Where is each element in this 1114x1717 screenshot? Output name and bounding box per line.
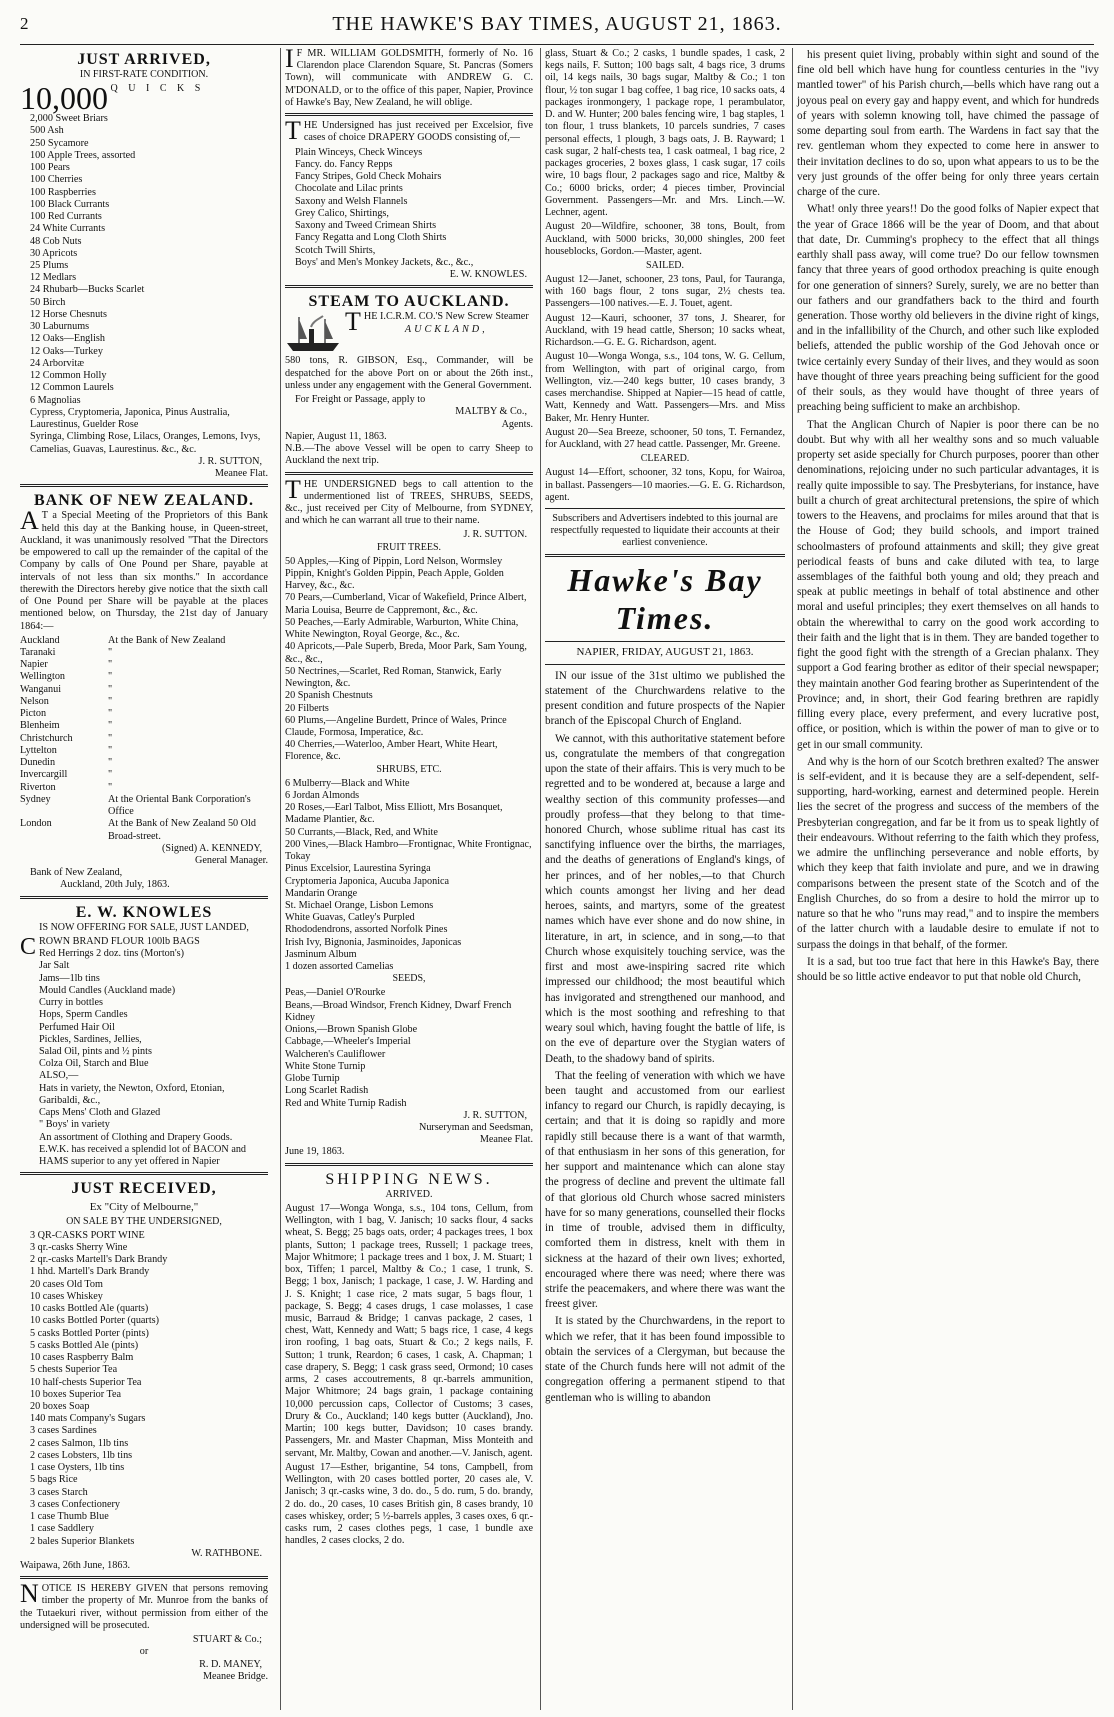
shipping-body: August 17—Wonga Wonga, s.s., 104 tons, Cellum, from Wellington, with 1 bag, V. Janisch; 10 sacks flour, 4 sacks wheat, S. Begg; 25 bags oats, order; 4 packages trees, 1 box plants, Sutton; 1 package trees, Russell; 1 package trees, Major Whitmore; 1 package trees and 1 box, J. M. Stuart; 1 box, Tiffen; 1 parcel, Maltby & Co.; 1 case, 1 trunk, S. Begg; 1 box, Janisch; 1 package, 1 case, J. W. Harding and J. S. Knight; 1 case rice, 2 mats sugar, 5 bags flour, 1 package, S. Begg; 4 cases drugs, 1 case molasses, 1 case music, Barraud & Bridge; 1 canvas package, 2 cases, 1 chest, Watt, Kennedy and Watt; 5 bags rice, 1 case, 4 kegs iron roofing, 1 bag oats, Stuart & Co.; 2 kegs nails, F. Sutton; 1 trunk, Reardon; 6 cases, 1 cask, A. Chapman; 1 case drapery, S. Begg; 1 cask grass seed, Ormond; 10 cases arms, 2 cases accoutrements, 8 qr.-barrels ammunition, Major Whitmore; 24 bags grain, 1 package containing 10,000 percussion caps, Collector of Customs; 3 cases, Drury & Co., Auckland; 140 kegs butter (Auckland), Jno. Martin; 100 kegs butter, Davidson; 10 cases brandy. Passengers, Mr. and Master Chapman, Miss Monteith and servant, Mr. Maltby, Cowan and another.—V. Janisch, agent. bbox=[285, 1202, 533, 1459]
bank-place-town: Wellington bbox=[20, 671, 66, 683]
trees-heading: JUST ARRIVED, bbox=[77, 51, 211, 68]
list-item: 12 Oaks—English bbox=[30, 333, 105, 345]
list-item: Chocolate and Lilac prints bbox=[295, 183, 403, 195]
list-item: Onions,—Brown Spanish Globe bbox=[285, 1024, 418, 1036]
bank-place-row bbox=[20, 684, 268, 696]
list-item: 70 Pears,—Cumberland, Vicar of Wakefield, Prince Albert, Maria Louisa, Beurre de Cappremont, &c., &c. bbox=[285, 592, 527, 616]
list-item: 30 Apricots bbox=[30, 247, 78, 259]
list-item: Perfumed Hair Oil bbox=[39, 1021, 115, 1033]
bank-place-office: " bbox=[108, 695, 113, 707]
bank-place-town: Nelson bbox=[20, 695, 49, 707]
bank-place-office: At the Oriental Bank Corporation's Office bbox=[108, 793, 251, 818]
bank-place-office: " bbox=[108, 781, 113, 793]
list-item: St. Michael Orange, Lisbon Lemons bbox=[285, 900, 434, 912]
bank-place-office: " bbox=[108, 646, 113, 658]
notice-body: OTICE IS HEREBY GIVEN that persons removing timber the property of Mr. Munroe from the banks of the Tutaekuri river, without permission from either of the undersigned will be prosecuted. bbox=[20, 1583, 268, 1631]
bank-place-town: Sydney bbox=[20, 793, 51, 805]
list-item: 50 Birch bbox=[30, 296, 66, 308]
list-item: 20 Roses,—Earl Talbot, Miss Elliott, Mrs Bosanquet, Madame Plantier, &c. bbox=[285, 802, 503, 826]
subscribers-notice: Subscribers and Advertisers indebted to this journal are respectfully requested to liquidate their accounts at their earliest convenience. bbox=[550, 512, 780, 549]
rathbone-date: Waipawa, 26th June, 1863. bbox=[20, 1560, 131, 1572]
bank-place-row bbox=[20, 696, 268, 708]
rathbone-sub-2: ON SALE BY THE UNDERSIGNED, bbox=[66, 1215, 222, 1227]
list-item: 5 casks Bottled Ale (pints) bbox=[30, 1339, 139, 1351]
cleared-entry: August 14—Effort, schooner, 32 tons, Kopu, for Wairoa, in ballast. Passengers—10 maories.—G. E. G. Richardson, agent. bbox=[545, 467, 785, 503]
column-2: I F MR. WILLIAM GOLDSMITH, formerly of No. 16 Clarendon place Clarendon Square, St. Pancras (Somers Town), will communicate with ANDREW G. C. M'DONALD, or to the office of this paper, Napier, Province of Hawke's Bay, New Zealand, he will oblige. THE Undersigned has just received per Excelsior, five cases of choice DRAPERY GOODS consisting of,— Plain Winceys, Check Winceys Fancy. do. Fancy Repps Fancy Stripes, Gold Check Mohairs Chocolate and Lilac prints Saxony and Welsh Flannels Grey Calico, Shirtings, Saxony and Tweed Crimean Shirts Fancy Regatta and Long Cloth Shirts Scotch Twill Shirts, Boys' and Men's Monkey Jackets, &c., &c., E. W. KNOWLES. STEAM TO AUCKLAND. THE I.C.R.M. CO.'S New Screw Steamer AUCKLAND, 580 tons, R. GIBSON, Esq., Commander, will be despatched for the above Port on or about the 26th inst., unless under any engagement with the General Government. For Freight or Passage, apply to MALTBY & Co., Agents. Napier, August 11, 1863. N.B.—The above Vessel will be open to carry Sheep to Auckland the next trip. THE UNDERSIGNED begs to call attention to the undermentioned list of TREES, SHRUBS, SEEDS, &c., just received per City of Melbourne, from SYDNEY, and which he can warrant all true to their name. J. R. SUTTON. FRUIT TREES. 50 Apples,—King of Pippin, Lord Nelson, Wormsley Pippin, Knight's Golden Pippin, Peach Apple, Golden Harvey, &c., &c. 70 Pears,—Cumberland, Vicar of Wakefield, Prince Albert, Maria Louisa, Beurre de Cappremont, &c., &c. 50 Peaches,—Early Admirable, Warburton, White China, White Newington, Royal George, &c., &c. 40 Apricots,—Pale Superb, Breda, Moor Park, Sam Young, &c., &c., 50 Nectrines,—Scarlet, Red Roman, Stanwick, Early Newington, &c. 20 Spanish Chestnuts 20 Filberts 60 Plums,—Angeline Burdett, Prince of Wales, Prince Claude, Formosa, Imperatice, &c. 40 Cherries,—Waterloo, Amber Heart, White Heart, Florence, &c. SHRUBS, ETC. 6 Mulberry—Black and White 6 Jordan Almonds 20 Roses,—Earl Talbot, Miss Elliott, Mrs Bosanquet, Madame Plantier, &c. 50 Currants,—Black, Red, and White 200 Vines,—Black Hambro—Frontignac, White Frontignac, Tokay Pinus Excelsior, Laurestina Syringa Cryptomeria Japonica, Aucuba Japonica Mandarin Orange St. Michael Orange, Lisbon Lemons White Guavas, Catley's Purpled Rhododendrons, assorted Norfolk Pines Irish Ivy, Bignonia, Jasminoides, Japonicas Jasminum Album 1 dozen assorted Camelias SEEDS, Peas,—Daniel O'Rourke Beans,—Broad Windsor, French Kidney, Dwarf French Kidney Onions,—Brown Spanish Globe Cabbage,—Wheeler's Imperial Walcheren's Cauliflower White Stone Turnip Globe Turnip Long Scarlet Radish Red and White Turnip Radish J. R. SUTTON, Nurseryman and Seedsman, Meanee Flat. June 19, 1863. SHIPPING NEWS. ARRIVED. August 17—Wonga Wonga, s.s., 104 tons, Cellum, from Wellington, with 1 bag, V. Janisch; 10 sacks flour, 4 sacks wheat, S. Begg; 25 bags oats, order; 4 packages trees, 1 box plants, Sutton; 1 package trees, Russell; 1 package trees, Major Whitmore; 1 package trees and 1 box, J. M. Stuart; 1 box, Tiffen; 1 parcel, Maltby & Co.; 1 case, 1 trunk, S. Begg; 1 box, Janisch; 1 package, 1 case, J. W. Harding and J. S. Knight; 1 case rice, 2 mats sugar, 5 bags flour, 1 package, S. Begg; 4 cases drugs, 1 case molasses, 1 case music, Barraud & Bridge; 1 canvas package, 2 cases, 1 chest, Watt, Kennedy and Watt; 5 bags rice, 1 case, 4 kegs iron roofing, 1 bag oats, Stuart & Co.; 2 kegs nails, F. Sutton; 1 trunk, Reardon; 6 cases, 1 cask, A. Chapman; 1 case drapery, S. Begg; 1 cask grass seed, Ormond; 10 cases arms, 2 cases accoutrements, 8 qr.-barrels ammunition, Major Whitmore; 24 bags grain, 1 package containing 10,000 percussion caps, Collector of Customs; 3 cases, Drury & Co., Auckland; 140 kegs butter (Auckland), Jno. Martin; 100 kegs butter, Davidson; 10 cases brandy. Passengers, Mr. and Master Chapman, Miss Monteith and servant, Mr. Maltby, Cowan and another.—V. Janisch, agent. August 17—Esther, brigantine, 54 tons, Campbell, from Wellington, with 20 cases bottled porter, 20 cases ale, V. Janisch; 3 qr.-casks wine, 3 do. do., 5 do. rum, 5 do. brandy, 2 do. do., 20 cases, 10 cases British gin, 8 cases brandy, 10 cases whiskey, order; 5 ½-barrels apples, 3 cases oxes, 6 qr.-casks rum, 2 cases clothes pegs, 1 case, 1 bundle axe handles, 2 cases clocks, 2 do. bbox=[280, 48, 533, 1710]
list-item: White Stone Turnip bbox=[285, 1060, 366, 1072]
article-paragraph: It is a sad, but too true fact that here in this Hawke's Bay, there should be so little active endeavor to put that noble old Church, bbox=[797, 955, 1099, 984]
list-item: Beans,—Broad Windsor, French Kidney, Dwarf French Kidney bbox=[285, 999, 512, 1023]
list-item: 6 Magnolias bbox=[30, 394, 81, 406]
notice-advert: NOTICE IS HEREBY GIVEN that persons removing timber the property of Mr. Munroe from the banks of the Tutaekuri river, without permission from either of the undersigned will be prosecuted. STUART & Co.; or R. D. MANEY, Meanee Bridge. bbox=[20, 1579, 268, 1682]
list-item: 100 Cherries bbox=[30, 174, 83, 186]
list-item: 40 Apricots,—Pale Superb, Breda, Moor Park, Sam Young, &c., &c., bbox=[285, 641, 527, 665]
notice-sig-2: or bbox=[139, 1646, 149, 1658]
notice-place: Meanee Bridge. bbox=[202, 1670, 268, 1682]
list-item: 2 bales Superior Blankets bbox=[30, 1535, 135, 1547]
bank-role: General Manager. bbox=[195, 854, 268, 866]
steam-ship-name: AUCKLAND, bbox=[404, 323, 488, 335]
wildfire-entry: August 20—Wildfire, schooner, 38 tons, Boult, from Auckland, with 5000 bricks, 30,000 shingles, 200 feet houseblocks, Gordon.—Master, agent. bbox=[545, 221, 785, 257]
sailed-entry: August 20—Sea Breeze, schooner, 50 tons, T. Fernandez, for Auckland, with 27 head cattle. Passenger, Mr. Greene. bbox=[545, 426, 785, 451]
list-item: Red Herrings 2 doz. tins (Morton's) bbox=[39, 948, 185, 960]
shipping-continued: glass, Stuart & Co.; 2 casks, 1 bundle spades, 1 cask, 2 kegs nails, F. Sutton; 100 bags salt, 4 bags rice, 3 drums oil, 14 kegs nails, 30 bags sugar, Maltby & Co.; 1 ton flour, ½ ton sugar 1 bag coffee, 1 bag rice, 10 sacks oats, 4 packages ironmongery, 1 package rope, 1 perambulator, D. and W. Hunter; 200 bales fencing wire, 1 bag staples, 1 ton flour, 1 truss blankets, 10 parcels sundries, 7 cases personal effects, 1 plough, 3 bags oats, J. B. Rayward; 1 cask sugar, 2 half-chests tea, 1 cask oatmeal, 1 bag rice, 2 packages groceries, 2 boxes glass, 1 cask sugar, 17 coils wire, 10 bags flour, 2 packages sago and rice, Maltby & Co.; 6000 bricks, order; 4 pieces timber, Provincial Government. Passengers—Mr. and Mrs. Linch.—W. Lechner, agent. bbox=[545, 48, 785, 219]
knowles-list bbox=[39, 936, 268, 1168]
bank-place-row bbox=[20, 647, 268, 659]
trees-subheading: IN FIRST-RATE CONDITION. bbox=[79, 69, 209, 81]
drapery-intro: HE Undersigned has just received per Excelsior, five cases of choice DRAPERY GOODS consisting of,— bbox=[303, 120, 533, 144]
list-item: 20 boxes Soap bbox=[30, 1400, 90, 1412]
sutton-advert: THE UNDERSIGNED begs to call attention to the undermentioned list of TREES, SHRUBS, SEEDS, &c., just received per City of Melbourne, from SYDNEY, and which he can warrant all true to their name. J. R. SUTTON. FRUIT TREES. 50 Apples,—King of Pippin, Lord Nelson, Wormsley Pippin, Knight's Golden Pippin, Peach Apple, Golden Harvey, &c., &c. 70 Pears,—Cumberland, Vicar of Wakefield, Prince Albert, Maria Louisa, Beurre de Cappremont, &c., &c. 50 Peaches,—Early Admirable, Warburton, White China, White Newington, Royal George, &c., &c. 40 Apricots,—Pale Superb, Breda, Moor Park, Sam Young, &c., &c., 50 Nectrines,—Scarlet, Red Roman, Stanwick, Early Newington, &c. 20 Spanish Chestnuts 20 Filberts 60 Plums,—Angeline Burdett, Prince of Wales, Prince Claude, Formosa, Imperatice, &c. 40 Cherries,—Waterloo, Amber Heart, White Heart, Florence, &c. SHRUBS, ETC. 6 Mulberry—Black and White 6 Jordan Almonds 20 Roses,—Earl Talbot, Miss Elliott, Mrs Bosanquet, Madame Plantier, &c. 50 Currants,—Black, Red, and White 200 Vines,—Black Hambro—Frontignac, White Frontignac, Tokay Pinus Excelsior, Laurestina Syringa Cryptomeria Japonica, Aucuba Japonica Mandarin Orange St. Michael Orange, Lisbon Lemons White Guavas, Catley's Purpled Rhododendrons, assorted Norfolk Pines Irish Ivy, Bignonia, Jasminoides, Japonicas Jasminum Album 1 dozen assorted Camelias SEEDS, Peas,—Daniel O'Rourke Beans,—Broad Windsor, French Kidney, Dwarf French Kidney Onions,—Brown Spanish Globe Cabbage,—Wheeler's Imperial Walcheren's Cauliflower White Stone Turnip Globe Turnip Long Scarlet Radish Red and White Turnip Radish J. R. SUTTON, Nurseryman and Seedsman, Meanee Flat. June 19, 1863. bbox=[285, 474, 533, 1158]
list-item: Mould Candles (Auckland made) bbox=[39, 984, 176, 996]
list-item: 10 boxes Superior Tea bbox=[30, 1388, 122, 1400]
goldsmith-notice: F MR. WILLIAM GOLDSMITH, formerly of No. 16 Clarendon place Clarendon Square, St. Pancras (Somers Town), will communicate with ANDREW G. C. M'DONALD, or to the office of this paper, Napier, Province of Hawke's Bay, New Zealand, he will oblige. bbox=[285, 48, 533, 108]
bank-place-office: At the Bank of New Zealand bbox=[108, 634, 226, 646]
bank-place-row bbox=[20, 769, 268, 781]
seed-list bbox=[285, 987, 533, 1109]
list-item: Long Scarlet Radish bbox=[285, 1085, 369, 1097]
bank-place-row bbox=[20, 635, 268, 647]
article-paragraph: And why is the horn of our Scotch brethren exalted? The answer is self-evident, and it is because they are a self-dependent, self-supporting, hard-working, earnest and determined people. Herein lies the secret of the progress and success of the members of the Presbyterian congregation, and far be it from us to speak lightly of their endeavours. Without referring to the faith which they profess, we admire the unflinching perseverance and noble efforts, by which they keep that faith inviolate and pure, and we in drawing comparisons between the present state of the Scotch and of the English Churches, do so from a desire to hold the mirror up to nature so that he who "runs may read," and to inspire the members of the latter church with a laudable desire to emulate if not to surpass the doings in that behalf, of the former. bbox=[797, 755, 1099, 951]
quicks-label: Q U I C K S bbox=[110, 83, 205, 95]
rathbone-sub-1: Ex "City of Melbourne," bbox=[89, 1200, 199, 1213]
trees-place: Meanee Flat. bbox=[214, 467, 268, 479]
column-3 bbox=[540, 48, 785, 1710]
bank-place-row bbox=[20, 745, 268, 757]
cleared-heading: CLEARED. bbox=[640, 453, 690, 465]
list-item: Jams—1lb tins bbox=[39, 972, 100, 984]
list-item: 100 Raspberries bbox=[30, 186, 96, 198]
list-item: 200 Vines,—Black Hambro—Frontignac, White Frontignac, Tokay bbox=[285, 838, 532, 863]
list-item: 48 Cob Nuts bbox=[30, 235, 82, 247]
sutton-place: Meanee Flat. bbox=[479, 1134, 533, 1146]
shipping-arrived: ARRIVED. bbox=[385, 1188, 433, 1200]
bank-place-office: " bbox=[108, 671, 113, 683]
list-item: 3 QR-CASKS PORT WINE bbox=[30, 1229, 145, 1241]
bank-place-row bbox=[20, 659, 268, 671]
masthead-title: THE HAWKE'S BAY TIMES, AUGUST 21, 1863. bbox=[332, 13, 782, 35]
list-item: 12 Common Laurels bbox=[30, 382, 114, 394]
list-item: 10 cases Whiskey bbox=[30, 1290, 103, 1302]
steam-body-2: 580 tons, R. GIBSON, Esq., Commander, will be despatched for the above Port on or about the 26th inst., unless under any engagement with the General Government. bbox=[285, 355, 533, 391]
list-item: Grey Calico, Shirtings, bbox=[295, 207, 389, 219]
bank-place-town: Christchurch bbox=[20, 732, 73, 744]
bank-place-row bbox=[20, 708, 268, 720]
list-item: 100 Pears bbox=[30, 162, 70, 174]
list-item: Hats in variety, the Newton, Oxford, Etonian, Garibaldi, &c., bbox=[39, 1082, 225, 1106]
list-item: 12 Medlars bbox=[30, 272, 77, 284]
knowles-sub: IS NOW OFFERING FOR SALE, JUST LANDED, bbox=[39, 921, 249, 933]
list-item: 24 Arborvitæ bbox=[30, 357, 85, 369]
steam-body-1: HE I.C.R.M. CO.'S New Screw Steamer bbox=[363, 311, 529, 323]
rathbone-list bbox=[20, 1230, 268, 1548]
article-paragraph: That the Anglican Church of Napier is poor there can be no doubt. But why with all her wealthy sons and so much valuable property set aside specially for Church purposes, poorer than other denominations, rejoicing under no such particular advantages, it is really quite impossible to say. The Presbyterians, for instance, have built a church of great architectural pretensions, the spire of which towers to the Heavens, and proclaims for miles around that that is the House of God; they build schools, and import trained schoolmasters of profound attainments and skill; they give great periodical feasts of buns and cake diluted with tea, to large assemblages of the faithful both young and old; they preach and speak at public meetings in behalf of total abstinence and other moral and useful principles; they exert themselves on all hands to obtain the wherewithal to carry on the good work according to their faith and the light that is in them. They are banded together to fight the good fight with the strength of a Grecian phalanx. They support a God fearing brother as editor of their special newspaper; they maintain another God fearing brother as Superintendent of the Province; and, in short, their God fearing brethren are rapidly filling every place, every preferment, and every lucrative post, office, or position, which is within the power of man to give or to get in our small community. bbox=[797, 418, 1099, 751]
bank-place-row bbox=[20, 671, 268, 683]
list-item: 12 Oaks—Turkey bbox=[30, 345, 103, 357]
big-number: 10,000 bbox=[20, 80, 108, 117]
list-item: An assortment of Clothing and Drapery Goods. bbox=[39, 1131, 233, 1143]
list-item: 50 Nectrines,—Scarlet, Red Roman, Stanwick, Early Newington, &c. bbox=[285, 665, 502, 690]
list-item: Rhododendrons, assorted Norfolk Pines bbox=[285, 924, 448, 936]
bank-place-row bbox=[20, 818, 268, 842]
shrub-heading: SHRUBS, ETC. bbox=[376, 763, 442, 775]
list-item: Walcheren's Cauliflower bbox=[285, 1048, 386, 1060]
leader-article bbox=[545, 669, 785, 1406]
bank-place-town: Invercargill bbox=[20, 769, 68, 781]
list-item: 30 Laburnums bbox=[30, 321, 90, 333]
list-item: Mandarin Orange bbox=[285, 887, 358, 899]
list-item: White Guavas, Catley's Purpled bbox=[285, 912, 415, 924]
list-item: " Boys' in variety bbox=[39, 1119, 110, 1131]
bank-place-town: Auckland bbox=[20, 634, 60, 646]
list-item: 24 Rhubarb—Bucks Scarlet bbox=[30, 284, 145, 296]
list-item: Peas,—Daniel O'Rourke bbox=[285, 987, 386, 999]
list-item: Scotch Twill Shirts, bbox=[295, 244, 376, 256]
bank-place-row bbox=[20, 720, 268, 732]
list-item: Hops, Sperm Candles bbox=[39, 1009, 128, 1021]
list-item: Globe Turnip bbox=[285, 1073, 340, 1085]
list-item: Syringa, Climbing Rose, Lilacs, Oranges, Lemons, Ivys, Camelias, Guavas, Laurestinus. &c., &c. bbox=[30, 431, 261, 455]
bank-signed: (Signed) A. KENNEDY, bbox=[162, 842, 262, 854]
list-item: Jar Salt bbox=[39, 960, 70, 972]
list-item: 6 Jordan Almonds bbox=[285, 789, 360, 801]
bank-place-office: " bbox=[108, 708, 113, 720]
bank-advert: BANK OF NEW ZEALAND. A T a Special Meeting of the Proprietors of this Bank held this day at the Banking house, in Queen-street, Auckland, it was unanimously resolved "That the Directors be empowered to call up the remainder of the capital of the Company by calls of One Pound per Share, payable at intervals of not less than six months." In accordance therewith the Directors hereby give notice that the sixth call of One Pound per Share will be payable at the places mentioned below, on Thursday, the 21st day of January 1864:— Auckland At the Bank of New Zealand Taranaki " Napier " Wellington " Wanganui " Nelson " Picton " Blenheim " Christchurch " Lyttelton " Dunedin " Invercargill " Riverton " Sydney At the Oriental Bank Corporation's Office London At the Bank of New Zealand 50 Old Broad-street. (Signed) A. KENNEDY, General Manager. Bank of New Zealand, Auckland, 20th July, 1863. bbox=[20, 492, 268, 891]
list-item: 20 Spanish Chestnuts bbox=[285, 690, 373, 702]
list-item: 50 Apples,—King of Pippin, Lord Nelson, Wormsley Pippin, Knight's Golden Pippin, Peach Apple, Golden Harvey, &c., &c. bbox=[285, 555, 504, 592]
list-item: 250 Sycamore bbox=[30, 137, 89, 149]
steam-freight: For Freight or Passage, apply to bbox=[295, 394, 426, 406]
list-item: 100 Apple Trees, assorted bbox=[30, 149, 136, 161]
list-item: 5 bags Rice bbox=[30, 1474, 78, 1486]
sailed-entry: August 12—Janet, schooner, 23 tons, Paul, for Tauranga, with 160 bags flour, 2 tons sugar, 2½ chests tea. Passengers—100 natives.—E. J. Touet, agent. bbox=[545, 273, 785, 310]
trees-list bbox=[20, 113, 268, 456]
list-item: 24 White Currants bbox=[30, 223, 106, 235]
bank-footer-2: Auckland, 20th July, 1863. bbox=[60, 879, 170, 891]
steam-agents: MALTBY & Co., bbox=[455, 406, 527, 418]
rathbone-signature: W. RATHBONE. bbox=[191, 1547, 262, 1559]
list-item: 10 half-chests Superior Tea bbox=[30, 1376, 142, 1388]
list-item: 40 Cherries,—Waterloo, Amber Heart, White Heart, Florence, &c. bbox=[285, 739, 498, 763]
shrub-list bbox=[285, 778, 533, 974]
knowles-heading: E. W. KNOWLES bbox=[75, 903, 213, 921]
list-item: Pickles, Sardines, Jellies, bbox=[39, 1033, 142, 1045]
bank-place-office: " bbox=[108, 720, 113, 732]
bank-place-town: Dunedin bbox=[20, 757, 56, 769]
sailed-entry: August 12—Kauri, schooner, 37 tons, J. Shearer, for Auckland, with 19 head cattle, Sherson; 10 sacks wheat, Richardson.—G. E. G. Richardson, agent. bbox=[545, 312, 785, 349]
list-item: 2,000 Sweet Briars bbox=[30, 113, 108, 125]
list-item: 1 dozen assorted Camelias bbox=[285, 961, 394, 973]
list-item: Colza Oil, Starch and Blue bbox=[39, 1058, 149, 1070]
bank-place-office: " bbox=[108, 744, 113, 756]
drapery-list bbox=[285, 147, 533, 269]
list-item: 25 Plums bbox=[30, 260, 69, 271]
paper-title: Hawke's Bay Times. bbox=[567, 561, 763, 637]
list-item: 500 Ash bbox=[30, 125, 64, 137]
dateline: NAPIER, FRIDAY, AUGUST 21, 1863. bbox=[576, 646, 754, 659]
list-item: 1 hhd. Martell's Dark Brandy bbox=[30, 1266, 150, 1278]
list-item: Cabbage,—Wheeler's Imperial bbox=[285, 1036, 411, 1048]
list-item: 1 case Saddlery bbox=[30, 1523, 94, 1535]
notice-sig-1: STUART & Co.; bbox=[192, 1634, 262, 1646]
steam-advert: STEAM TO AUCKLAND. THE I.C.R.M. CO.'S New Screw Steamer AUCKLAND, 580 tons, R. GIBSON, Esq., Commander, will be despatched for the above Port on or about the 26th inst., unless under any engagement with the General Government. For Freight or Passage, apply to MALTBY & Co., Agents. Napier, August 11, 1863. N.B.—The above Vessel will be open to carry Sheep to Auckland the next trip. bbox=[285, 293, 533, 467]
page-number: 2 bbox=[20, 14, 29, 33]
list-item: 2 cases Lobsters, 1lb tins bbox=[30, 1449, 133, 1461]
list-item: Jasminum Album bbox=[285, 948, 357, 960]
list-item: 60 Plums,—Angeline Burdett, Prince of Wales, Prince Claude, Formosa, Imperatice, &c. bbox=[285, 714, 507, 738]
article-paragraph: IN our issue of the 31st ultimo we published the statement of the Churchwardens relative to the present condition and future prospects of the Napier branch of the Episcopal Church of England. bbox=[545, 669, 785, 728]
steamship-icon bbox=[285, 313, 341, 353]
list-item: Irish Ivy, Bignonia, Jasminoides, Japonicas bbox=[285, 936, 462, 948]
steam-agents-role: Agents. bbox=[501, 418, 533, 430]
list-item: Fancy Regatta and Long Cloth Shirts bbox=[295, 232, 447, 244]
notice-sig-3: R. D. MANEY, bbox=[199, 1658, 262, 1670]
drapery-signature: E. W. KNOWLES. bbox=[449, 268, 527, 280]
list-item: Cypress, Cryptomeria, Japonica, Pinus Australia, Laurestinus, Guelder Rose bbox=[30, 406, 230, 431]
list-item: Fancy. do. Fancy Repps bbox=[295, 158, 393, 170]
bank-place-town: Napier bbox=[20, 659, 48, 671]
article-paragraph: his present quiet living, probably within sight and sound of the fine old bell which have hung for countless centuries in the "ivy mantled tower" of his Parish church,—bells which have rang out a joyous peal on every gay and happy event, and which for hundreds of years with solemn knowing toll, have chimed the passage of some departing soul from earth. The Wardens in fact say that the rev. gentleman whom they expected to come here in answer to their invitation declines to do so, upon what appears to us to be the very just grounds of the offer being for only three years certain charge of the cure. bbox=[797, 49, 1099, 199]
rathbone-heading: JUST RECEIVED, bbox=[71, 1180, 217, 1198]
list-item: 5 casks Bottled Porter (pints) bbox=[30, 1327, 149, 1339]
article-paragraph: What! only three years!! Do the good folks of Napier expect that the year of Grace 1866 will be the year of Doom, and that about that date, Dr. Cumming's prophecy to the effect that all things earthly shall pass away, will come true? Do our fellow townsmen fancy that three years of good orthodox preaching is quite enough for one generation of sinners? Surely, surely, we are no better than our fathers and our grandfathers back to the third and fourth generation. Those worthy old believers in the divine right of kings, and in the infallibility of the Church, and other such like exploded beliefs, attended the public worship of the God Jehovah once or twice certainly every Sunday of their lives, and they would as soon have thought of three years preaching being sufficient for the good of their souls, as they would have thought of three years of preaching being sufficient to make an archbishop. bbox=[797, 203, 1099, 414]
bank-place-town: Lyttelton bbox=[20, 744, 57, 756]
bank-place-row bbox=[20, 794, 268, 818]
list-item: Saxony and Tweed Crimean Shirts bbox=[295, 220, 437, 232]
list-item: 2 cases Salmon, 1lb tins bbox=[30, 1437, 129, 1449]
list-item: Cryptomeria Japonica, Aucuba Japonica bbox=[285, 875, 450, 887]
bank-place-town: London bbox=[20, 818, 52, 830]
list-item: Fancy Stripes, Gold Check Mohairs bbox=[295, 171, 442, 183]
sutton-signature-2: J. R. SUTTON, bbox=[463, 1109, 527, 1121]
bank-body: T a Special Meeting of the Proprietors of this Bank held this day at the Banking house, in Queen-street, Auckland, it was unanimously resolved "That the Directors be empowered to call up the remainder of the capital of the Company by calls of One Pound per Share, payable at intervals of not less than six months." In accordance therewith the Directors hereby give notice that the sixth call of One Pound per Share will be payable at the places mentioned below, on Thursday, the 21st day of January 1864:— bbox=[20, 510, 268, 632]
sailed-list bbox=[545, 274, 785, 451]
article-paragraph: That the feeling of veneration with which we have been taught and accustomed from our earliest infancy to regard our Church, is rapidly decaying, is certain; and that it is doing so rapidly and more rapidly still because there is a want of that warmth, of that enthusiasm in her sons of this generation, for her support and maintenance which can alone stay the progress of decline and prevent the ultimate fall of that glorious old Church whose sacred ministers have for so many generations, counselled their flocks in time of trouble, advised them in difficulty, comforted them in distress, knelt with them in sickness at the hazard of their own lives; exhorted, encouraged where there was need; where there was strife the peacemakers, and where there was want the freest giver. bbox=[545, 1069, 785, 1311]
seed-heading: SEEDS, bbox=[392, 973, 426, 985]
list-item: 3 cases Sardines bbox=[30, 1425, 97, 1437]
sutton-signature: J. R. SUTTON. bbox=[463, 529, 527, 541]
shipping-body-2: August 17—Esther, brigantine, 54 tons, Campbell, from Wellington, with 20 cases bottled porter, 20 cases ale, V. Janisch; 3 qr.-casks wine, 3 do. do., 5 do. rum, 5 do. brandy, 2 do. do., 20 cases, 10 cases British gin, 8 cases brandy, 10 cases whiskey, order; 5 ½-barrels apples, 3 cases oxes, 6 qr.-casks rum, 2 cases clothes pegs, 1 case, 1 bundle axe handles, 2 cases clocks, 2 do. bbox=[285, 1461, 533, 1547]
bank-place-row bbox=[20, 757, 268, 769]
sutton-date: June 19, 1863. bbox=[285, 1146, 345, 1158]
list-item: 50 Peaches,—Early Admirable, Warburton, White China, White Newington, Royal George, &c., &c. bbox=[285, 616, 519, 641]
bank-place-office: " bbox=[108, 732, 113, 744]
trees-signature: J. R. SUTTON, bbox=[198, 455, 262, 467]
list-item: 12 Common Holly bbox=[30, 370, 107, 382]
list-item: Plain Winceys, Check Winceys bbox=[295, 146, 423, 158]
list-item: 3 qr.-casks Sherry Wine bbox=[30, 1241, 128, 1253]
knowles-advert: E. W. KNOWLES IS NOW OFFERING FOR SALE, JUST LANDED, C ROWN BRAND FLOUR 100lb BAGS Red Herrings 2 doz. tins (Morton's) Jar Salt Jams—1lb tins Mould Candles (Auckland made) Curry in bottles Hops, Sperm Candles Perfumed Hair Oil Pickles, Sardines, Jellies, Salad Oil, pints and ½ pints Colza Oil, Starch and Blue ALSO,— Hats in variety, the Newton, Oxford, Etonian, Garibaldi, &c., Caps Mens' Cloth and Glazed " Boys' in variety An assortment of Clothing and Drapery Goods. E.W.K. has received a splendid lot of BACON and HAMS superior to any yet offered in Napier bbox=[20, 903, 268, 1169]
rathbone-advert bbox=[20, 1179, 268, 1572]
list-item: 3 cases Confectionery bbox=[30, 1498, 120, 1510]
list-item: 140 mats Company's Sugars bbox=[30, 1413, 146, 1425]
bank-place-town: Riverton bbox=[20, 781, 56, 793]
list-item: 2 qr.-casks Martell's Dark Brandy bbox=[30, 1254, 168, 1266]
sailed-heading: SAILED. bbox=[645, 259, 685, 271]
list-item: 20 cases Old Tom bbox=[30, 1278, 103, 1290]
bank-place-town: Picton bbox=[20, 708, 47, 720]
article-paragraph: We cannot, with this authoritative statement before us, congratulate the members of that congregation upon the state of their affairs. This is very much to be regretted and to be wondered at, because a large and wealthy section of this community professes—and proudly profess—that they belong to that time-honored Church, whose sublime ritual has cast its sanctifying influence over the births, the marriages, and the deaths of generations of England's kings, of her princes, and of her nobles,—to that Church which counts amongst her living and her dead heroes, saints, and martyrs, some of the greatest names which have ever shone and do now shine, in literature, in art, in science, and in song,—to that Church whose exquisitely touching service, was the first and most awe-inspiring sacred rite which impressed our childhood; the most beautiful which has invigorated and strengthened our manhood, and which is the most soothing and refreshing to that weary soul which, having fought the battle of life, is on the eve of departure over the Stygian waters of Death, to the shadowy band of spirits. bbox=[545, 732, 785, 1065]
list-item: 50 Currants,—Black, Red, and White bbox=[285, 826, 438, 838]
list-item: Red and White Turnip Radish bbox=[285, 1097, 407, 1109]
sailed-entry: August 10—Wonga Wonga, s.s., 104 tons, W. G. Cellum, from Wellington, with part of original cargo, from Wellington, viz.—240 kegs butter, 10 cases brandy, 3 cases merchandise. Shipped at Napier—15 head of cattle, Watt, Kennedy and Watt. Passengers—Mrs. and Miss Baker, Mr. Henry Hunter. bbox=[545, 351, 785, 424]
column-4 bbox=[792, 48, 1099, 1710]
bank-place-office: " bbox=[108, 659, 113, 671]
list-item: 1 case Oysters, 1lb tins bbox=[30, 1462, 125, 1474]
list-item: Caps Mens' Cloth and Glazed bbox=[39, 1107, 161, 1119]
bank-places bbox=[20, 635, 268, 843]
trees-advert bbox=[20, 50, 268, 480]
steam-heading: STEAM TO AUCKLAND. bbox=[308, 293, 510, 311]
list-item: E.W.K. has received a splendid lot of BACON and HAMS superior to any yet offered in Napier bbox=[39, 1143, 247, 1168]
bank-footer-1: Bank of New Zealand, bbox=[30, 867, 123, 879]
bank-heading: BANK OF NEW ZEALAND. bbox=[33, 492, 255, 510]
bank-place-office: " bbox=[108, 757, 113, 769]
list-item: ALSO,— bbox=[39, 1070, 79, 1082]
fruit-list bbox=[285, 556, 533, 764]
masthead bbox=[20, 10, 1094, 45]
list-item: 6 Mulberry—Black and White bbox=[285, 777, 410, 789]
bank-place-office: At the Bank of New Zealand 50 Old Broad-street. bbox=[108, 818, 256, 842]
bank-place-row bbox=[20, 782, 268, 794]
column-1 bbox=[20, 48, 268, 1710]
bank-place-office: " bbox=[108, 683, 113, 695]
list-item: 100 Black Currants bbox=[30, 198, 110, 210]
list-item: 20 Filberts bbox=[285, 702, 329, 714]
bank-place-town: Taranaki bbox=[20, 646, 56, 658]
steam-date: Napier, August 11, 1863. bbox=[285, 430, 387, 442]
list-item: 5 chests Superior Tea bbox=[30, 1364, 118, 1376]
list-item: 10 casks Bottled Porter (quarts) bbox=[30, 1315, 160, 1327]
bank-place-office: " bbox=[108, 769, 113, 781]
fruit-heading: FRUIT TREES. bbox=[376, 541, 442, 553]
list-item: 12 Horse Chesnuts bbox=[30, 308, 107, 320]
list-item: 10 cases Raspberry Balm bbox=[30, 1352, 134, 1364]
bank-place-town: Blenheim bbox=[20, 720, 60, 732]
shipping-news bbox=[285, 1170, 533, 1548]
leader-article-continued bbox=[797, 48, 1099, 985]
drapery-advert: THE Undersigned has just received per Excelsior, five cases of choice DRAPERY GOODS consisting of,— Plain Winceys, Check Winceys Fancy. do. Fancy Repps Fancy Stripes, Gold Check Mohairs Chocolate and Lilac prints Saxony and Welsh Flannels Grey Calico, Shirtings, Saxony and Tweed Crimean Shirts Fancy Regatta and Long Cloth Shirts Scotch Twill Shirts, Boys' and Men's Monkey Jackets, &c., &c., E. W. KNOWLES. bbox=[285, 116, 533, 280]
bank-place-row bbox=[20, 733, 268, 745]
list-item: Curry in bottles bbox=[39, 997, 103, 1009]
article-paragraph: It is stated by the Churchwardens, in the report to which we refer, that it has been found impossible to obtain the services of a Clergyman, but because the state of the Church funds here will not admit of the congregation offering a permanent stipend to that gentleman who is willing to abandon bbox=[545, 1315, 785, 1404]
list-item: 10 casks Bottled Ale (quarts) bbox=[30, 1303, 149, 1315]
shipping-heading: SHIPPING NEWS. bbox=[325, 1170, 493, 1188]
list-item: Boys' and Men's Monkey Jackets, &c., &c., bbox=[295, 256, 474, 268]
list-item: 100 Red Currants bbox=[30, 211, 102, 223]
list-item: 3 cases Starch bbox=[30, 1486, 88, 1498]
sutton-role: Nurseryman and Seedsman, bbox=[418, 1122, 533, 1133]
sutton-intro: HE UNDERSIGNED begs to call attention to the undermentioned list of TREES, SHRUBS, SEEDS, &c., just received per City of Melbourne, from SYDNEY, and which he can warrant all true to their name. bbox=[285, 478, 533, 527]
list-item: 1 case Thumb Blue bbox=[30, 1511, 109, 1523]
list-item: Pinus Excelsior, Laurestina Syringa bbox=[285, 863, 431, 875]
bank-place-town: Wanganui bbox=[20, 683, 62, 695]
list-item: ROWN BRAND FLOUR 100lb BAGS bbox=[39, 935, 200, 947]
list-item: Salad Oil, pints and ½ pints bbox=[39, 1045, 152, 1057]
steam-nb: N.B.—The above Vessel will be open to carry Sheep to Auckland the next trip. bbox=[285, 443, 533, 467]
list-item: Saxony and Welsh Flannels bbox=[295, 195, 408, 207]
